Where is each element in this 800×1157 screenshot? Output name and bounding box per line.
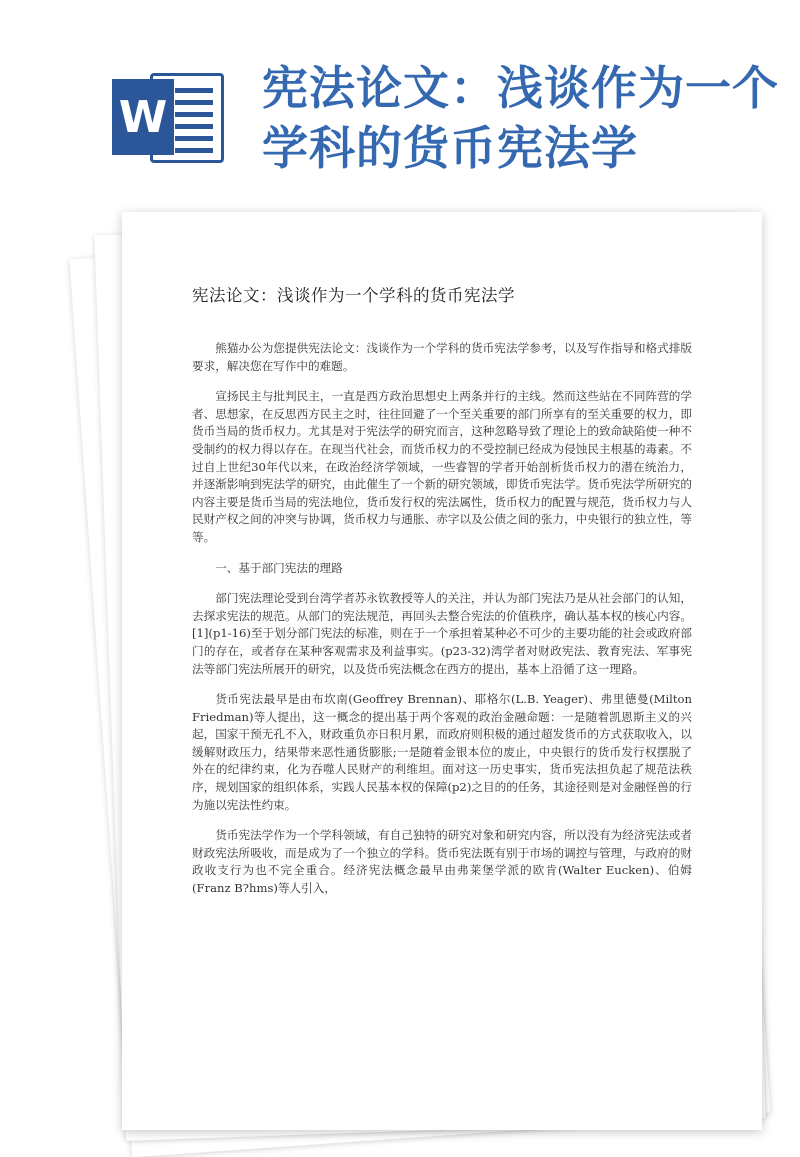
- paragraph-body: 宣扬民主与批判民主，一直是西方政治思想史上两条并行的主线。然而这些站在不同阵营的学者、思想家，在反思西方民主之时，往往回避了一个至关重要的部门所享有的至关重要的权力，即货币当局的货币权力。尤其是对于宪法学的研究而言，这种忽略导致了理论上的致命缺陷使一种不受制约的权力得以存在。在现当代社会，而货币权力的不受控制已经成为侵蚀民主根基的毒素。不过自上世纪30年代以来，在政治经济学领域，一些睿智的学者开始剖析货币权力的潜在统治力，并逐渐影响到宪法学的研究，由此催生了一个新的研究领域，即货币宪法学。货币宪法学所研究的内容主要是货币当局的宪法地位，货币发行权的宪法属性，货币权力的配置与规范，货币权力与人民财产权之间的冲突与协调，货币权力与通胀、赤字以及公债之间的张力，中央银行的独立性，等等。: [192, 389, 692, 544]
- paragraph-body: 部门宪法理论受到台湾学者苏永钦教授等人的关注，并认为部门宪法乃是从社会部门的认知，去探求宪法的规范。从部门的宪法规范，再回头去整合宪法的价值秩序，确认基本权的核心内容。[1](p1-16)至于划分部门宪法的标准，则在于一个承担着某种必不可少的主要功能的社会或政府部门的存在，或者存在某种客观需求及利益事实。(p23-32)湾学者对财政宪法、教育宪法、军事宪法等部门宪法所展开的研究，以及货币宪法概念在西方的提出，基本上沿循了这一理路。: [192, 591, 692, 676]
- document-title: 宪法论文：浅谈作为一个学科的货币宪法学: [192, 286, 515, 305]
- section-heading: 一、基于部门宪法的理路: [215, 560, 343, 575]
- word-document-icon: [112, 65, 227, 170]
- document-page: [122, 212, 762, 1130]
- paragraph-body: 货币宪法最早是由布坎南(Geoffrey Brennan)、耶格尔(L.B. Yeager)、弗里德曼(Milton Friedman)等人提出，这一概念的提出基于两个客观的政治金融命题：一是随着凯恩斯主义的兴起，国家干预无孔不入，财政重负亦日积月累，而政府则积极的通过超发货币的方式获取收入，以缓解财政压力，结果带来恶性通货膨胀;一是随着金银本位的废止，中央银行的货币发行权摆脱了外在的纪律约束，化为吞噬人民财产的利维坦。面对这一历史事实，货币宪法担负起了规范法秩序，规划国家的组织体系，实践人民基本权的保障(p2)之目的的任务，其途径则是对金融怪兽的行为施以宪法性约束。: [192, 692, 692, 812]
- paragraph-intro: 熊猫办公为您提供宪法论文：浅谈作为一个学科的货币宪法学参考，以及写作指导和格式排版要求，解决您在写作中的难题。: [192, 341, 692, 373]
- banner-title: 宪法论文：浅谈作为一个学科的货币宪法学: [262, 61, 779, 175]
- word-letter-icon: W: [112, 79, 174, 155]
- banner: [0, 0, 800, 200]
- paragraph-body: 货币宪法学作为一个学科领域，有自己独特的研究对象和研究内容，所以没有为经济宪法或者财政宪法所吸收，而是成为了一个独立的学科。货币宪法既有别于市场的调控与管理，与政府的财政收支行为也不完全重合。经济宪法概念最早由弗莱堡学派的欧肯(Walter Eucken)、伯姆(Franz B?hms)等人引入，: [192, 828, 692, 896]
- page-content: [192, 282, 692, 911]
